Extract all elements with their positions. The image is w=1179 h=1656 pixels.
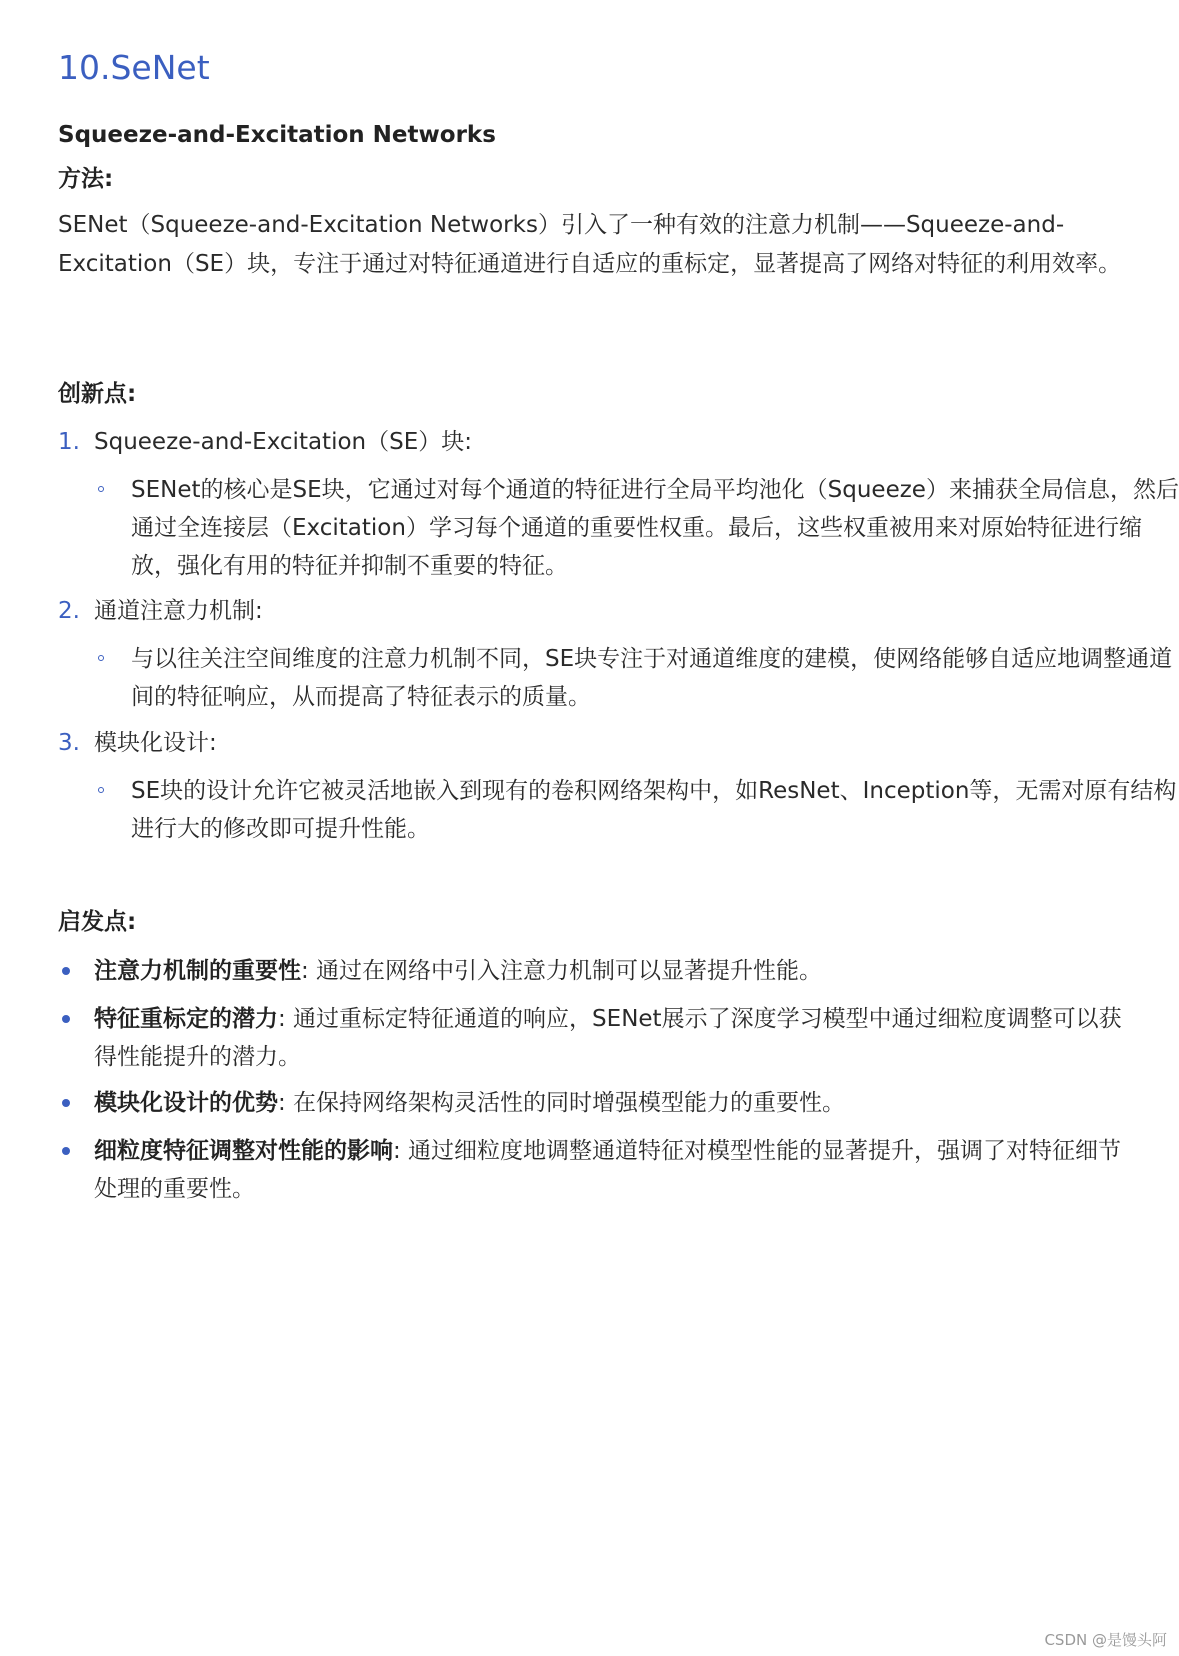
- inspiration-item-3: [58, 1084, 1128, 1122]
- item-bold: 特征重标定的潜力: [94, 1006, 278, 1032]
- item-text: : 通过细粒度地调整通道特征对模型性能的显著提升，强调了对特征细节处理的重要性。: [94, 1138, 1122, 1202]
- item-detail: SE块的设计允许它被灵活地嵌入到现有的卷积网络架构中，如ResNet、Inception等，无需对原有结构进行大的修改即可提升性能。: [131, 778, 1177, 842]
- item-detail: 与以往关注空间维度的注意力机制不同，SE块专注于对通道维度的建模，使网络能够自适应地调整通道间的特征响应，从而提高了特征表示的质量。: [131, 646, 1173, 710]
- item-bold: 模块化设计的优势: [94, 1090, 278, 1116]
- page-title: 10.SeNet: [58, 48, 210, 87]
- hollow-bullet-icon: [98, 655, 104, 661]
- item-heading: 模块化设计:: [94, 730, 217, 756]
- item-number: 2.: [58, 598, 80, 624]
- item-detail: SENet的核心是SE块，它通过对每个通道的特征进行全局平均池化（Squeeze）来捕获全局信息，然后通过全连接层（Excitation）学习每个通道的重要性权重。最后，这些权重被用来对原始特征进行缩放，强化有用的特征并抑制不重要的特征。: [131, 477, 1179, 579]
- hollow-bullet-icon: [98, 486, 104, 492]
- item-heading: Squeeze-and-Excitation（SE）块:: [94, 429, 472, 455]
- paper-subtitle: Squeeze-and-Excitation Networks: [58, 122, 496, 148]
- item-text: : 通过重标定特征通道的响应，SENet展示了深度学习模型中通过细粒度调整可以获得性能提升的潜力。: [94, 1006, 1122, 1070]
- innovation-item-3: [58, 724, 1128, 763]
- inspiration-item-2: [58, 1000, 1128, 1076]
- item-number: 3.: [58, 730, 80, 756]
- method-label: 方法:: [58, 166, 114, 192]
- bullet-dot-icon: [62, 967, 70, 975]
- item-heading: 通道注意力机制:: [94, 598, 263, 624]
- item-number: 1.: [58, 429, 80, 455]
- innovation-item-2: [58, 592, 1128, 631]
- bullet-dot-icon: [62, 1015, 70, 1023]
- bullet-dot-icon: [62, 1147, 70, 1155]
- csdn-watermark: CSDN @是馒头阿: [1044, 1631, 1167, 1649]
- item-text: : 通过在网络中引入注意力机制可以显著提升性能。: [301, 958, 823, 984]
- innovation-detail-1: [94, 471, 1179, 585]
- inspirations-label: 启发点:: [58, 909, 137, 935]
- hollow-bullet-icon: [98, 787, 104, 793]
- inspiration-item-1: [58, 952, 1128, 990]
- innovation-item-1: [58, 423, 1128, 462]
- innovations-label: 创新点:: [58, 381, 137, 407]
- bullet-dot-icon: [62, 1099, 70, 1107]
- method-paragraph: SENet（Squeeze-and-Excitation Networks）引入了一种有效的注意力机制——Squeeze-and-Excitation（SE）块，专注于通过对特征通道进行自适应的重标定，显著提高了网络对特征的利用效率。: [58, 212, 1122, 277]
- item-bold: 细粒度特征调整对性能的影响: [94, 1138, 393, 1164]
- inspiration-item-4: [58, 1132, 1128, 1208]
- innovation-detail-3: [94, 772, 1179, 848]
- innovation-detail-2: [94, 640, 1179, 716]
- item-bold: 注意力机制的重要性: [94, 958, 301, 984]
- item-text: : 在保持网络架构灵活性的同时增强模型能力的重要性。: [278, 1090, 846, 1116]
